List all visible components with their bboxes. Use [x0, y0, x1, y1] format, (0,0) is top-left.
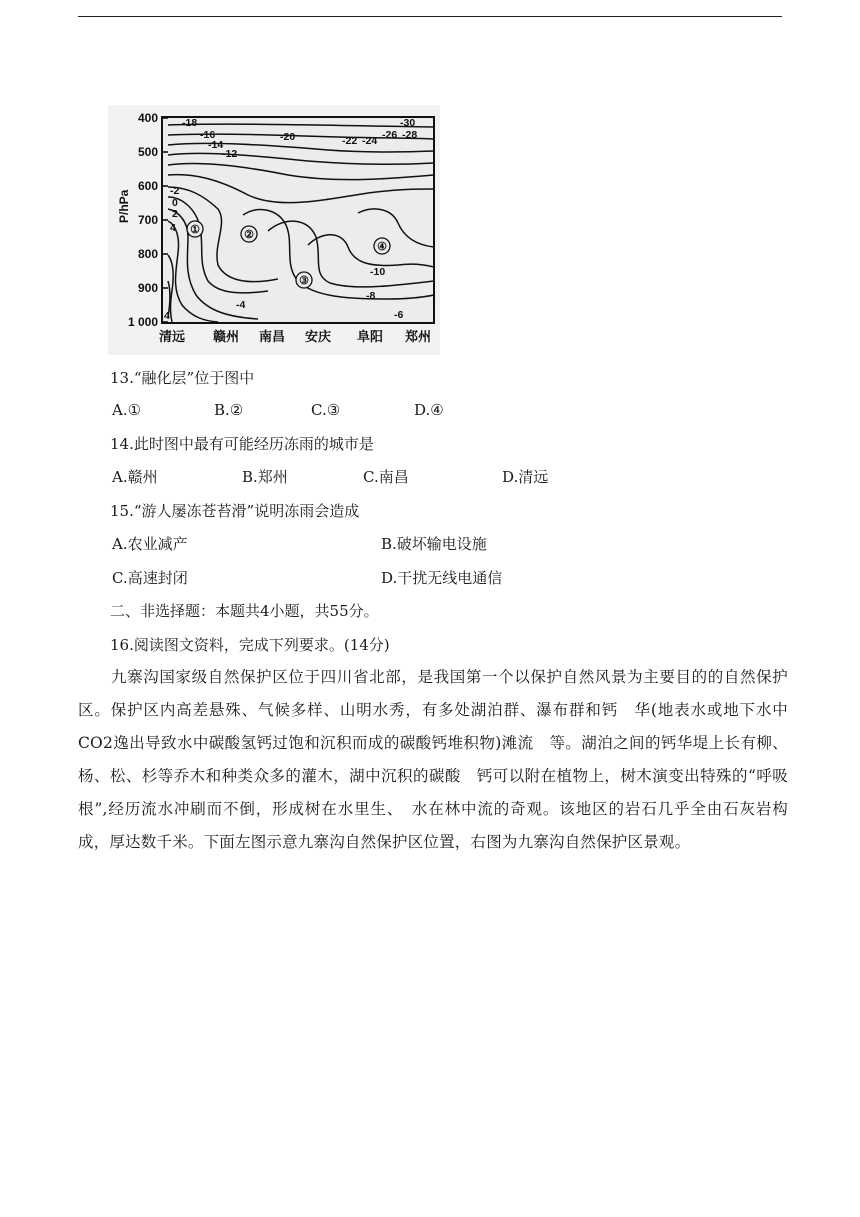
marker-2: ②	[244, 229, 254, 241]
q15-option-a[interactable]: A.农业减产	[112, 535, 188, 553]
city-label: 郑州	[404, 330, 432, 345]
y-tick: 400	[137, 111, 158, 125]
q15-option-b[interactable]: B.破坏输电设施	[381, 535, 487, 553]
q13-option-a[interactable]: A.①	[112, 401, 142, 419]
isotherm-label: 4	[164, 310, 170, 322]
q13-option-d[interactable]: D.④	[414, 401, 444, 419]
y-tick: 800	[137, 247, 158, 261]
marker-3: ③	[299, 275, 309, 287]
section-heading: 二、非选择题：本题共4小题，共55分。	[110, 602, 379, 620]
y-tick: 900	[137, 281, 158, 295]
y-axis-label: P/hPa	[117, 189, 131, 223]
y-tick: 700	[137, 213, 158, 227]
isotherm-label: -8	[366, 290, 376, 302]
question-16-stem: 16.阅读图文资料，完成下列要求。(14分)	[110, 636, 390, 654]
city-label: 阜阳	[356, 330, 384, 345]
marker-4: ④	[377, 241, 387, 253]
isotherm-label: -2	[170, 185, 180, 197]
isotherm-label: -30	[400, 117, 416, 129]
isotherm-label: -22	[342, 135, 358, 147]
city-label: 南昌	[258, 330, 286, 345]
isotherm-label: -18	[182, 117, 198, 129]
y-tick: 1 000	[127, 315, 158, 329]
isotherm-label: 4	[170, 222, 176, 234]
isotherm-label: -24	[362, 135, 378, 147]
isotherm-label: -20	[280, 131, 296, 143]
y-tick: 600	[137, 179, 158, 193]
isotherm-figure	[108, 105, 440, 355]
isotherm-label: -14	[208, 139, 224, 151]
q15-option-c[interactable]: C.高速封闭	[112, 569, 188, 587]
q13-option-b[interactable]: B.②	[214, 401, 244, 419]
q14-option-d[interactable]: D.清远	[502, 468, 549, 486]
question-13-stem: 13.“融化层”位于图中	[110, 369, 255, 387]
city-label: 赣州	[212, 330, 240, 345]
city-label: 清远	[158, 330, 186, 345]
y-tick: 500	[137, 145, 158, 159]
isotherm-label: -4	[236, 299, 246, 311]
q14-option-b[interactable]: B.郑州	[242, 468, 288, 486]
q14-option-a[interactable]: A.赣州	[112, 468, 158, 486]
isotherm-label: -6	[394, 309, 404, 321]
isotherm-label: -10	[370, 266, 386, 278]
city-label: 安庆	[304, 330, 332, 345]
isotherm-chart	[108, 105, 440, 355]
question-15-stem: 15.“游人屡冻苍苔滑”说明冻雨会造成	[110, 502, 360, 520]
q13-option-c[interactable]: C.③	[311, 401, 341, 419]
passage-paragraph: 九寨沟国家级自然保护区位于四川省北部，是我国第一个以保护自然风景为主要目的的自然保护区。保护区内高差悬殊、气候多样、山明水秀，有多处湖泊群、瀑布群和钙 华(地表水或地下水中CO2逸出导致水中碳酸氢钙过饱和沉积而成的碳酸钙堆积物)滩流 等。湖泊之间的钙华堤上长有柳、杨、松、杉等乔木和种类众多的灌木，湖中沉积的碳酸 钙可以附在植物上，树木演变出特殊的“呼吸根”,经历流水冲刷而不倒，形成树在水里生、 水在林中流的奇观。该地区的岩石几乎全由石灰岩构成，厚达数千米。下面左图示意九寨沟自然保护区位置，右图为九寨沟自然保护区景观。	[78, 668, 788, 851]
isotherm-label: -12	[222, 148, 238, 160]
header-rule	[78, 16, 782, 17]
isotherm-label: -26	[382, 129, 398, 141]
q14-option-c[interactable]: C.南昌	[363, 468, 409, 486]
isotherm-label: 2	[172, 208, 178, 220]
isotherm-label: 0	[172, 197, 178, 209]
question-14-stem: 14.此时图中最有可能经历冻雨的城市是	[110, 435, 374, 453]
q15-option-d[interactable]: D.干扰无线电通信	[381, 569, 503, 587]
isotherm-label: -16	[200, 129, 216, 141]
marker-1: ①	[190, 224, 200, 236]
isotherm-label: -28	[402, 129, 418, 141]
